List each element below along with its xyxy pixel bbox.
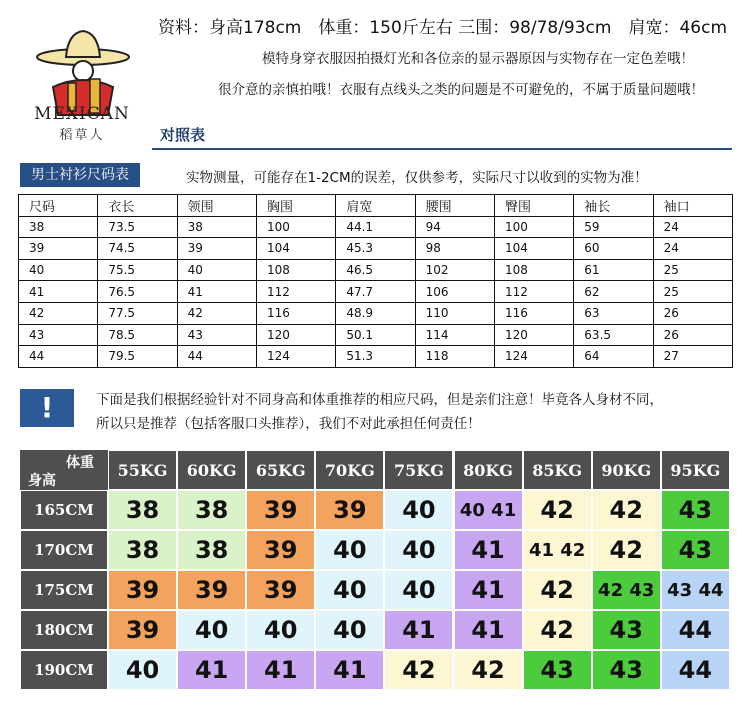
size-cell: 26 [653, 302, 732, 324]
size-cell: 26 [653, 324, 732, 346]
size-cell: 98 [415, 238, 494, 260]
height-header: 175CM [20, 570, 108, 610]
header-cell: 领围 [177, 195, 256, 217]
header-cell: 腰围 [415, 195, 494, 217]
size-cell: 64 [574, 346, 653, 368]
recommended-size-cell: 43 [523, 650, 592, 690]
size-cell: 40 [177, 259, 256, 281]
size-cell: 43 [177, 324, 256, 346]
size-cell: 39 [177, 238, 256, 260]
size-row [19, 324, 733, 346]
size-cell: 62 [574, 281, 653, 303]
size-cell: 76.5 [98, 281, 177, 303]
size-cell: 73.5 [98, 216, 177, 238]
recommended-size-cell: 44 [661, 650, 730, 690]
size-cell: 106 [415, 281, 494, 303]
size-cell: 124 [256, 346, 335, 368]
recommended-size-cell: 42 [454, 650, 523, 690]
recommended-size-cell: 42 [523, 570, 592, 610]
notice-line: 下面是我们根据经验针对不同身高和体重推荐的相应尺码，但是亲们注意！毕竟各人身材不同， [96, 392, 663, 408]
recommended-size-cell: 41 [315, 650, 384, 690]
size-cell: 50.1 [336, 324, 415, 346]
size-cell: 124 [494, 346, 573, 368]
size-table-label: 男士衬衫尺码表 [20, 163, 140, 187]
recommended-size-cell: 43 44 [661, 570, 730, 610]
recommended-size-cell: 40 [384, 530, 453, 570]
size-cell: 104 [256, 238, 335, 260]
height-header: 180CM [20, 610, 108, 650]
recommended-size-cell: 43 [592, 650, 661, 690]
weight-header: 60KG [177, 450, 246, 490]
size-cell: 45.3 [336, 238, 415, 260]
size-cell: 100 [494, 216, 573, 238]
recommended-size-cell: 40 41 [454, 490, 523, 530]
size-cell: 59 [574, 216, 653, 238]
size-cell: 42 [19, 302, 98, 324]
size-cell: 108 [494, 259, 573, 281]
height-header: 170CM [20, 530, 108, 570]
size-row [19, 281, 733, 303]
recommended-size-cell: 42 [384, 650, 453, 690]
recommended-size-cell: 41 [177, 650, 246, 690]
size-row [19, 346, 733, 368]
size-cell: 47.7 [336, 281, 415, 303]
size-cell: 38 [177, 216, 256, 238]
size-cell: 42 [177, 302, 256, 324]
recommended-size-cell: 41 [384, 610, 453, 650]
recommended-size-cell: 39 [315, 490, 384, 530]
size-cell: 39 [19, 238, 98, 260]
weight-header: 75KG [384, 450, 453, 490]
recommended-size-cell: 42 [523, 610, 592, 650]
recommended-size-cell: 40 [384, 570, 453, 610]
grid-corner [20, 450, 108, 490]
recommended-size-cell: 40 [315, 610, 384, 650]
recommended-size-cell: 41 [454, 570, 523, 610]
color-note: 模特身穿衣服因拍摄灯光和各位亲的显示器原因与实物存在一定色差哦！ [262, 51, 694, 67]
recommended-size-cell: 41 [454, 530, 523, 570]
recommended-size-cell: 40 [315, 570, 384, 610]
recommended-size-cell: 40 [246, 610, 315, 650]
recommended-size-cell: 39 [246, 530, 315, 570]
weight-header: 70KG [315, 450, 384, 490]
thread-note: 很介意的亲慎拍哦！衣服有点线头之类的问题是不可避免的，不属于质量问题哦！ [218, 82, 704, 98]
corner-height-label: 身高 [28, 473, 56, 489]
size-cell: 104 [494, 238, 573, 260]
brand-name-cn: 稻草人 [59, 128, 105, 143]
size-cell: 51.3 [336, 346, 415, 368]
recommended-size-cell: 41 [246, 650, 315, 690]
size-cell: 118 [415, 346, 494, 368]
recommended-size-cell: 43 [661, 530, 730, 570]
size-cell: 79.5 [98, 346, 177, 368]
header-cell: 臀围 [494, 195, 573, 217]
size-cell: 44 [177, 346, 256, 368]
recommended-size-cell: 40 [384, 490, 453, 530]
recommended-size-cell: 40 [108, 650, 177, 690]
recommended-size-cell: 39 [108, 610, 177, 650]
recommended-size-cell: 41 [454, 610, 523, 650]
size-cell: 100 [256, 216, 335, 238]
size-cell: 63.5 [574, 324, 653, 346]
weight-header: 65KG [246, 450, 315, 490]
model-info: 资料：身高178cm 体重：150斤左右 三围：98/78/93cm 肩宽：46cm [158, 18, 728, 38]
size-cell: 116 [494, 302, 573, 324]
size-cell: 112 [494, 281, 573, 303]
recommended-size-cell: 42 [523, 490, 592, 530]
recommended-size-cell: 42 [592, 490, 661, 530]
size-cell: 102 [415, 259, 494, 281]
size-cell: 24 [653, 238, 732, 260]
size-cell: 120 [494, 324, 573, 346]
size-cell: 108 [256, 259, 335, 281]
recommended-size-cell: 41 42 [523, 530, 592, 570]
exclamation-icon: ! [20, 389, 74, 427]
header-cell: 尺码 [19, 195, 98, 217]
size-cell: 24 [653, 216, 732, 238]
recommended-size-cell: 38 [108, 530, 177, 570]
size-cell: 77.5 [98, 302, 177, 324]
recommended-size-cell: 42 43 [592, 570, 661, 610]
size-cell: 40 [19, 259, 98, 281]
section-title: 对照表 [160, 126, 206, 144]
size-cell: 46.5 [336, 259, 415, 281]
title-divider [152, 148, 732, 150]
recommended-size-cell: 38 [108, 490, 177, 530]
size-row [19, 302, 733, 324]
size-cell: 44.1 [336, 216, 415, 238]
weight-header: 80KG [454, 450, 523, 490]
recommended-size-cell: 39 [246, 490, 315, 530]
size-row [19, 216, 733, 238]
weight-header: 85KG [523, 450, 592, 490]
size-cell: 110 [415, 302, 494, 324]
corner-weight-label: 体重 [66, 455, 94, 471]
recommended-size-cell: 39 [246, 570, 315, 610]
size-cell: 41 [19, 281, 98, 303]
weight-header: 95KG [661, 450, 730, 490]
size-cell: 44 [19, 346, 98, 368]
weight-header: 90KG [592, 450, 661, 490]
size-row [19, 238, 733, 260]
brand-name-en: MEXICAN [34, 104, 130, 124]
recommended-size-cell: 42 [592, 530, 661, 570]
recommended-size-cell: 38 [177, 490, 246, 530]
notice-line: 所以只是推荐（包括客服口头推荐），我们不对此承担任何责任！ [96, 416, 481, 432]
header-cell: 袖长 [574, 195, 653, 217]
size-cell: 38 [19, 216, 98, 238]
size-row [19, 259, 733, 281]
size-cell: 112 [256, 281, 335, 303]
recommended-size-cell: 43 [592, 610, 661, 650]
size-cell: 43 [19, 324, 98, 346]
recommended-size-cell: 40 [315, 530, 384, 570]
recommended-size-cell: 44 [661, 610, 730, 650]
size-cell: 27 [653, 346, 732, 368]
size-cell: 78.5 [98, 324, 177, 346]
size-cell: 74.5 [98, 238, 177, 260]
header-cell: 胸围 [256, 195, 335, 217]
recommended-size-cell: 43 [661, 490, 730, 530]
size-cell: 61 [574, 259, 653, 281]
size-cell: 41 [177, 281, 256, 303]
size-cell: 48.9 [336, 302, 415, 324]
recommended-size-cell: 38 [177, 530, 246, 570]
size-cell: 60 [574, 238, 653, 260]
measure-note: 实物测量，可能存在1-2CM的误差，仅供参考，实际尺寸以收到的实物为准！ [186, 170, 648, 186]
size-cell: 120 [256, 324, 335, 346]
header-cell: 肩宽 [336, 195, 415, 217]
size-cell: 114 [415, 324, 494, 346]
recommended-size-cell: 40 [177, 610, 246, 650]
size-table-header [19, 195, 733, 217]
weight-header: 55KG [108, 450, 177, 490]
size-table [18, 194, 733, 368]
height-header: 165CM [20, 490, 108, 530]
size-cell: 94 [415, 216, 494, 238]
size-cell: 63 [574, 302, 653, 324]
recommend-grid [20, 450, 730, 690]
header-cell: 袖口 [653, 195, 732, 217]
size-cell: 75.5 [98, 259, 177, 281]
size-cell: 25 [653, 259, 732, 281]
size-cell: 25 [653, 281, 732, 303]
recommended-size-cell: 39 [177, 570, 246, 610]
size-cell: 116 [256, 302, 335, 324]
recommended-size-cell: 39 [108, 570, 177, 610]
header-cell: 衣长 [98, 195, 177, 217]
height-header: 190CM [20, 650, 108, 690]
